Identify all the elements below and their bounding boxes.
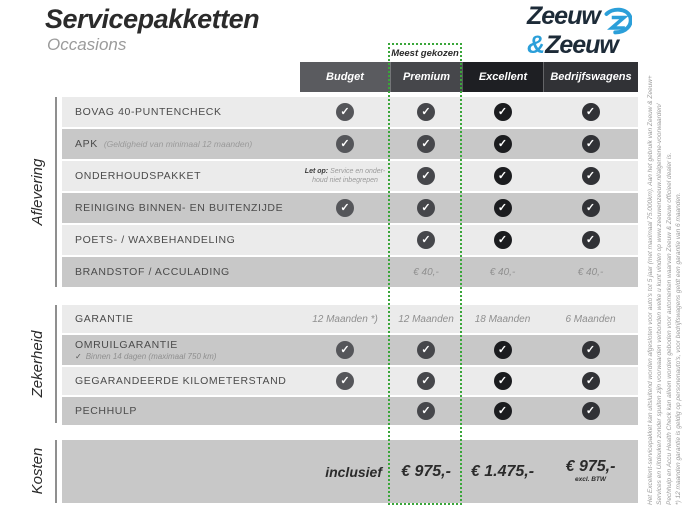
disclaimer-line: Pechhulp en Accu Health Check kan alleen worden geboden voor automerken waarvan Zeeuw & Zeeuw officieel dealer is. [665, 152, 673, 505]
row-inline-note: (Geldigheid van minimaal 12 maanden) [103, 139, 253, 149]
row-label: APK [75, 138, 98, 150]
row-label: ONDERHOUDSPAKKET [75, 170, 202, 182]
row-label: BOVAG 40-PUNTENCHECK [75, 106, 222, 118]
check-icon: ✓ [417, 103, 435, 121]
check-icon: ✓ [336, 199, 354, 217]
check-icon: ✓ [336, 341, 354, 359]
row-sub-note: ✓ Binnen 14 dagen (maximaal 750 km) [75, 352, 217, 361]
page-subtitle: Occasions [47, 35, 127, 54]
table-row-bovag [62, 97, 638, 127]
column-header-bedrijfswagens: Bedrijfswagens [543, 62, 638, 92]
logo-line-2 [527, 31, 632, 59]
row-label: REINIGING BINNEN- EN BUITENZIJDE [75, 202, 284, 214]
kosten-row [62, 440, 638, 503]
kosten-bedrijfswagens-price: € 975,- [565, 458, 616, 476]
check-icon: ✓ [417, 231, 435, 249]
check-icon: ✓ [494, 167, 512, 185]
logo-text-zeeuw-2: Zeeuw [545, 31, 618, 59]
check-icon: ✓ [582, 167, 600, 185]
check-icon: ✓ [494, 103, 512, 121]
check-icon: ✓ [494, 372, 512, 390]
price-value: € 40,- [489, 266, 516, 278]
section-label-kosten: Kosten [29, 447, 46, 495]
column-header-excellent: Excellent [462, 62, 543, 92]
table-row-reiniging [62, 193, 638, 223]
price-value: € 40,- [413, 266, 439, 278]
check-icon: ✓ [336, 103, 354, 121]
logo-text-zeeuw: Zeeuw [527, 2, 600, 30]
row-label: OMRUILGARANTIE [75, 339, 178, 351]
check-icon: ✓ [417, 135, 435, 153]
table-row-garantie [62, 305, 638, 333]
section-label-zekerheid: Zekerheid [29, 330, 46, 398]
check-icon: ✓ [582, 402, 600, 420]
check-icon: ✓ [494, 231, 512, 249]
garantie-value: 12 Maanden *) [312, 313, 378, 325]
page-title: Servicepakketten [45, 4, 260, 34]
row-label: GARANTIE [75, 313, 134, 325]
check-icon: ✓ [417, 341, 435, 359]
check-icon: ✓ [582, 103, 600, 121]
table-row-onderhoudspakket [62, 161, 638, 191]
row-label: POETS- / WAXBEHANDELING [75, 234, 236, 246]
garantie-value: 6 Maanden [565, 313, 616, 325]
column-header-budget: Budget [300, 62, 390, 92]
check-icon: ✓ [336, 135, 354, 153]
row-label: GEGARANDEERDE KILOMETERSTAND [75, 375, 287, 387]
check-icon: ✓ [417, 402, 435, 420]
kosten-excellent-price: € 1.475,- [470, 462, 535, 480]
garantie-value: 18 Maanden [474, 313, 531, 325]
table-row-pechhulp [62, 397, 638, 425]
kosten-premium-price: € 975,- [401, 462, 451, 480]
row-label: PECHHULP [75, 405, 137, 417]
logo-ampersand: & [527, 31, 545, 59]
table-row-poets [62, 225, 638, 255]
check-icon: ✓ [417, 199, 435, 217]
disclaimer-line: *) 12 maanden garantie is geldig op personenauto's, voor bedrijfswagens geldt een garantie van 6 maanden. [675, 192, 683, 505]
section-label-aflevering: Aflevering [29, 158, 46, 226]
disclaimer-text [646, 59, 684, 505]
kosten-bedrijfswagens-price-stack [566, 459, 616, 484]
disclaimer-line: Services en Uitdeuken zonder spuiten zijn voorwaarden verbonden welke u kunt vinden op www.zeeuwenzeeuw.nl/algemene-voorwaarden/ [656, 103, 664, 505]
check-icon: ✓ [494, 402, 512, 420]
column-header-premium: Premium [390, 62, 462, 92]
kosten-budget-value: inclusief [325, 463, 382, 480]
garantie-value: 12 Maanden [398, 313, 454, 325]
check-icon: ✓ [417, 372, 435, 390]
budget-note: Let op: Service en onder- houd niet inbegrepen [304, 167, 386, 184]
table-row-apk [62, 129, 638, 159]
check-icon: ✓ [582, 199, 600, 217]
section-bracket-zekerheid [55, 305, 57, 423]
price-value: € 40,- [577, 266, 604, 278]
check-icon: ✓ [336, 372, 354, 390]
check-icon: ✓ [417, 167, 435, 185]
table-row-kilometerstand [62, 367, 638, 395]
check-icon: ✓ [494, 135, 512, 153]
excl-btw-note: excl. BTW [574, 476, 607, 484]
row-label: BRANDSTOF / ACCULADING [75, 266, 230, 278]
table-row-omruilgarantie [62, 335, 638, 365]
check-icon: ✓ [582, 135, 600, 153]
section-bracket-aflevering [55, 97, 57, 287]
small-check-icon: ✓ [75, 352, 82, 361]
section-zekerheid [62, 305, 638, 427]
most-chosen-badge: Meest gekozen [390, 45, 460, 62]
check-icon: ✓ [494, 341, 512, 359]
zeeuw-zeeuw-logo [527, 2, 632, 59]
table-row-brandstof [62, 257, 638, 287]
column-header-bar [300, 62, 638, 92]
disclaimer-line: Het Excellent-servicepakket kan uitsluitend worden afgesloten voor auto's tot 5 jaar (met maximaal 75.000km). Aan het gebruik van Zeeuw & Zeeuw+ [647, 75, 654, 505]
check-icon: ✓ [494, 199, 512, 217]
check-icon: ✓ [582, 372, 600, 390]
check-icon: ✓ [582, 231, 600, 249]
check-icon: ✓ [582, 341, 600, 359]
section-bracket-kosten [55, 440, 57, 503]
section-aflevering [62, 97, 638, 289]
